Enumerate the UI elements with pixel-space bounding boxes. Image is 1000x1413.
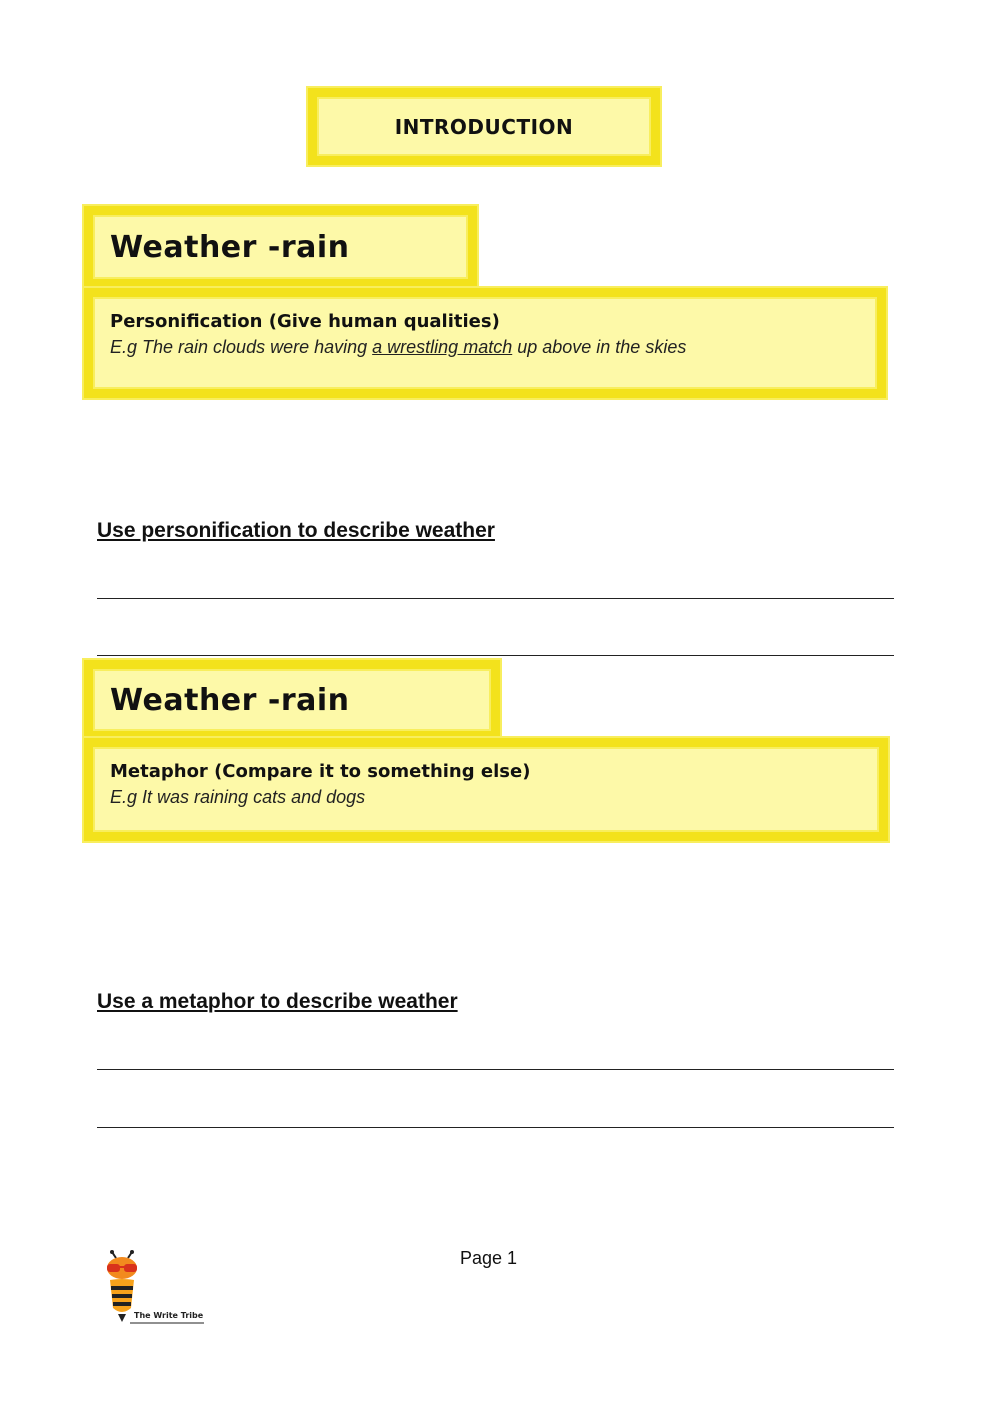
section2-description-box (84, 738, 888, 841)
introduction-label: INTRODUCTION (394, 114, 574, 139)
page-number: Page 1 (460, 1248, 518, 1268)
section2-answer-line-1[interactable] (97, 1069, 894, 1070)
section2-prompt: Use a metaphor to describe weather (97, 990, 458, 1013)
section2-heading: Metaphor (Compare it to something else) (110, 761, 531, 782)
section2-answer-line-2[interactable] (97, 1127, 894, 1128)
section1-example (110, 337, 877, 358)
section2-example: E.g It was raining cats and dogs (110, 787, 366, 807)
section1-example-underlined: a wrestling match (372, 337, 513, 357)
introduction-box (308, 88, 660, 165)
section2-title: Weather -rain (110, 682, 350, 718)
logo-text: The Write Tribe (134, 1311, 204, 1320)
section1-description-box (84, 288, 886, 398)
section2-title-box (84, 660, 500, 740)
section1-example-pre: E.g The rain clouds were having (110, 337, 373, 357)
section1-title-box (84, 206, 477, 288)
section1-example-post: up above in the skies (512, 337, 687, 357)
section1-answer-line-2[interactable] (97, 655, 894, 656)
section1-heading: Personification (Give human qualities) (110, 311, 500, 332)
section1-title: Weather -rain (110, 229, 350, 265)
section1-prompt: Use personification to describe weather (97, 519, 495, 542)
section1-answer-line-1[interactable] (97, 598, 894, 599)
